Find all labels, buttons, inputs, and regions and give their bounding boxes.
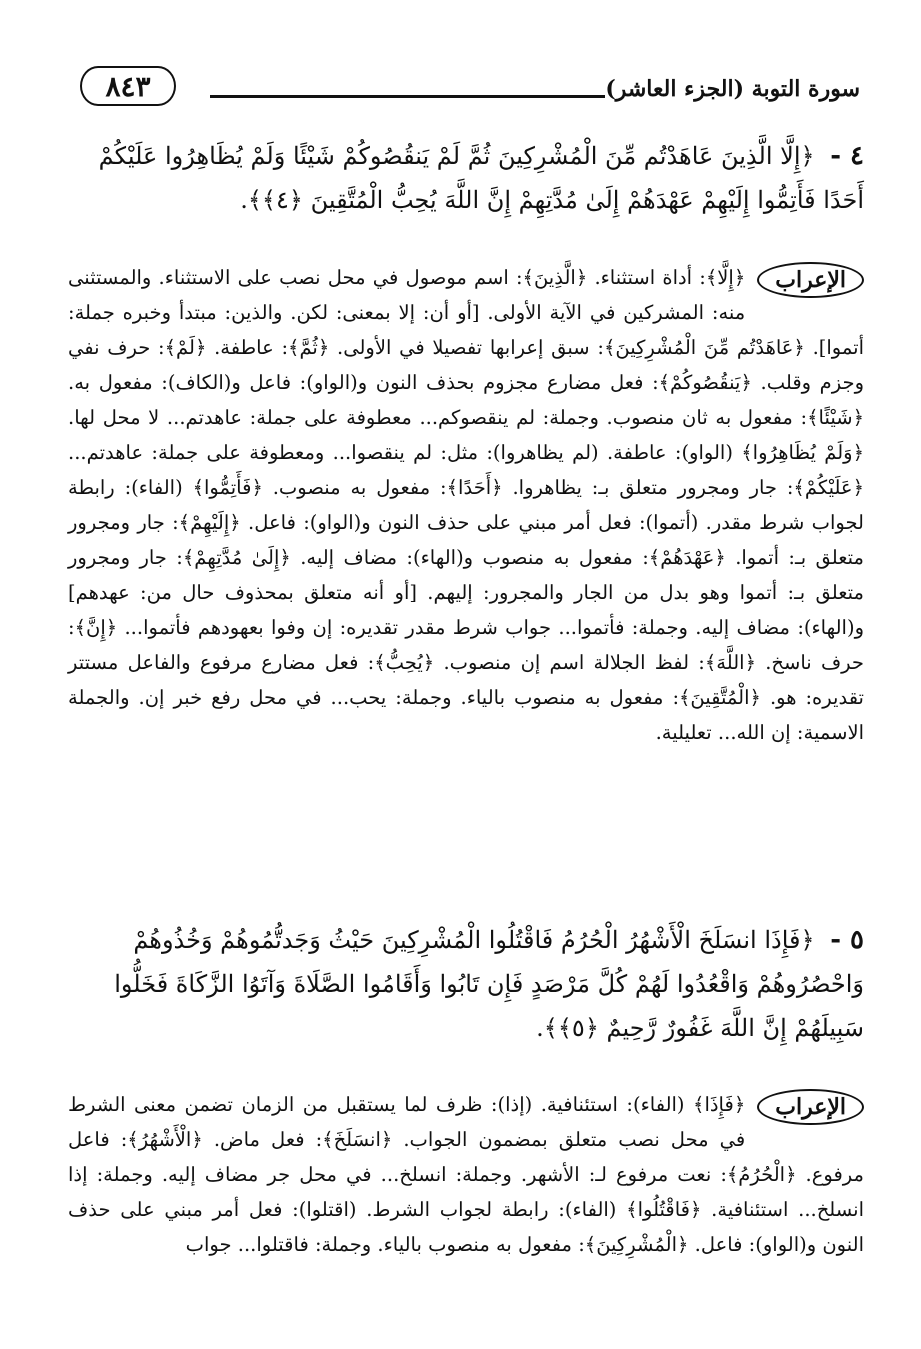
irab-text: ﴿فَإِذَا﴾ (الفاء): استئنافية. (إذا): ظرف لما يستقبل من الزمان تضمن معنى الشرط في محل نصب متعلق بمضمون الجواب. ﴿انسَلَخَ﴾: فعل ماض. ﴿الْأَشْهُرُ﴾: فاعل مرفوع. ﴿الْحُرُمُ﴾: نعت مرفوع لـ: الأشهر. وجملة: انسلخ... في محل جر مضاف إليه. وجملة: إذا انسلخ... استئنافية. ﴿فَاقْتُلُوا﴾ (الفاء): رابطة لجواب الشرط. (اقتلوا): فعل أمر مبني على حذف النون و(الواو): فاعل. ﴿الْمُشْرِكِينَ﴾: مفعول به منصوب بالياء. وجملة: فاقتلوا... جواب — [68, 1093, 864, 1256]
verse-text: ﴿فَإِذَا انسَلَخَ الْأَشْهُرُ الْحُرُمُ فَاقْتُلُوا الْمُشْرِكِينَ حَيْثُ وَجَدتُّمُوهُمْ وَخُذُوهُمْ وَاحْصُرُوهُمْ وَاقْعُدُوا لَهُمْ كُلَّ مَرْصَدٍ فَإِن تَابُوا وَأَقَامُوا الصَّلَاةَ وَآتَوُا الزَّكَاةَ فَخَلُّوا سَبِيلَهُمْ إِنَّ اللَّهَ غَفُورٌ رَّحِيمٌ ﴿٥﴾﴾. — [114, 926, 864, 1042]
irab-section-5 — [68, 1087, 864, 1262]
header-rule — [210, 95, 605, 98]
verse-4 — [68, 134, 864, 222]
irab-text: ﴿إِلَّا﴾: أداة استثناء. ﴿الَّذِينَ﴾: اسم موصول في محل نصب على الاستثناء. والمستثنى منه: المشركين في الآية الأولى. [أو أن: إلا بمعنى: لكن. والذين: مبتدأ وخبره جملة: أتموا]. ﴿عَاهَدْتُم مِّنَ الْمُشْرِكِينَ﴾: سبق إعرابها تفصيلا في الأولى. ﴿ثُمَّ﴾: عاطفة. ﴿لَمْ﴾: حرف نفي وجزم وقلب. ﴿يَنقُصُوكُمْ﴾: فعل مضارع مجزوم بحذف النون و(الواو): فاعل و(الكاف): مفعول به. ﴿شَيْئًا﴾: مفعول به ثان منصوب. وجملة: لم ينقصوكم... معطوفة على جملة: عاهدتم... لا محل لها. ﴿وَلَمْ يُظَاهِرُوا﴾ (الواو): عاطفة. (لم يظاهروا): مثل: لم ينقصوا... ومعطوفة على جملة: عاهدتم... ﴿عَلَيْكُمْ﴾: جار ومجرور متعلق بـ: يظاهروا. ﴿أَحَدًا﴾: مفعول به منصوب. ﴿فَأَتِمُّوا﴾ (الفاء): رابطة لجواب شرط مقدر. (أتموا): فعل أمر مبني على حذف النون و(الواو): فاعل. ﴿إِلَيْهِمْ﴾: جار ومجرور متعلق بـ: أتموا. ﴿عَهْدَهُمْ﴾: مفعول به منصوب و(الهاء): مضاف إليه. ﴿إِلَىٰ مُدَّتِهِمْ﴾: جار ومجرور متعلق بـ: أتموا وهو بدل من الجار والمجرور: إليهم. [أو أنه متعلق بمحذوف حال من: عهدهم] و(الهاء): مضاف إليه. وجملة: فأتموا... جواب شرط مقدر تقديره: إن وفوا بعهودهم فأتموا... ﴿إِنَّ﴾: حرف ناسخ. ﴿اللَّهَ﴾: لفظ الجلالة اسم إن منصوب. ﴿يُحِبُّ﴾: فعل مضارع مرفوع والفاعل مستتر تقديره: هو. ﴿الْمُتَّقِينَ﴾: مفعول به منصوب بالياء. وجملة: يحب... في محل رفع خبر إن. والجملة الاسمية: إن الله... تعليلية. — [68, 266, 864, 744]
page-number-badge — [80, 66, 176, 106]
irab-label: الإعراب — [757, 262, 864, 298]
verse-text: ﴿إِلَّا الَّذِينَ عَاهَدْتُم مِّنَ الْمُشْرِكِينَ ثُمَّ لَمْ يَنقُصُوكُمْ شَيْئًا وَلَمْ يُظَاهِرُوا عَلَيْكُمْ أَحَدًا فَأَتِمُّوا إِلَيْهِمْ عَهْدَهُمْ إِلَىٰ مُدَّتِهِمْ إِنَّ اللَّهَ يُحِبُّ الْمُتَّقِينَ ﴿٤﴾﴾. — [98, 142, 864, 214]
irab-section-4 — [68, 260, 864, 750]
verse-number: ٤ - — [830, 141, 864, 171]
irab-label: الإعراب — [757, 1089, 864, 1125]
verse-number: ٥ - — [830, 925, 864, 955]
page-header — [60, 62, 860, 112]
page-title: سورة التوبة (الجزء العاشر) — [605, 76, 860, 102]
page-number: ٨٤٣ — [105, 69, 151, 103]
verse-5 — [68, 918, 864, 1050]
